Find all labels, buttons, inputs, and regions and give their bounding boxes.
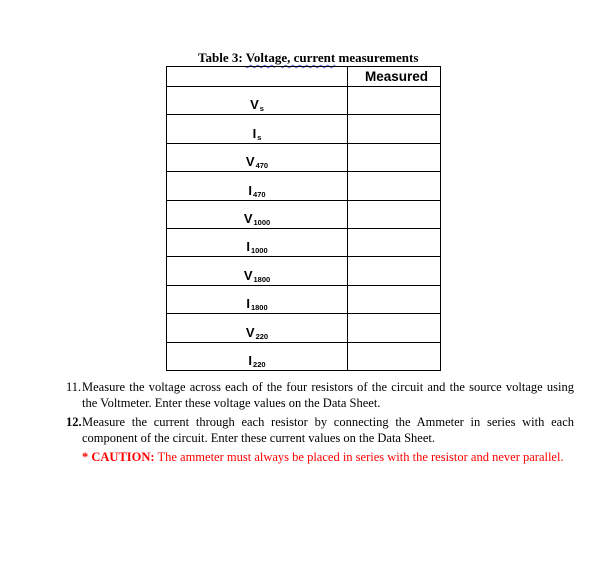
caution-text: The ammeter must always be placed in series with the resistor and never parallel. xyxy=(154,450,564,464)
quantity-symbol: I xyxy=(246,239,250,255)
measured-value-cell[interactable] xyxy=(348,200,441,228)
measurement-table xyxy=(166,66,441,371)
quantity-subscript: 220 xyxy=(253,359,266,369)
instructions xyxy=(66,380,574,466)
step-number: 12. xyxy=(66,415,82,429)
table-title-underlined: Voltage, current xyxy=(245,50,336,65)
step-text: Measure the voltage across each of the four resistors of the circuit and the source voltage using the Voltmeter. Enter these voltage values on the Data Sheet. xyxy=(82,380,574,410)
table-title xyxy=(198,50,418,66)
table-header-row xyxy=(167,67,441,87)
quantity-symbol: V xyxy=(245,324,255,340)
quantity-label xyxy=(167,257,348,285)
header-measured: Measured xyxy=(348,67,441,87)
quantity-subscript: 1000 xyxy=(250,246,268,256)
quantity-symbol: I xyxy=(252,125,257,141)
table-row xyxy=(167,200,441,228)
table-row xyxy=(167,342,441,370)
quantity-symbol: I xyxy=(248,352,253,368)
quantity-label xyxy=(167,115,348,143)
table-title-suffix: measurements xyxy=(335,50,419,65)
quantity-label xyxy=(167,228,348,256)
measured-value-cell[interactable] xyxy=(348,314,441,342)
quantity-symbol: V xyxy=(245,154,255,170)
table-row xyxy=(167,115,441,143)
measured-value-cell[interactable] xyxy=(348,172,441,200)
quantity-subscript: 220 xyxy=(255,331,269,341)
quantity-subscript: s xyxy=(259,104,264,114)
instruction-step xyxy=(66,380,574,411)
step-number: 11. xyxy=(66,380,82,394)
table-row xyxy=(167,314,441,342)
measured-value-cell[interactable] xyxy=(348,115,441,143)
measured-value-cell[interactable] xyxy=(348,285,441,313)
quantity-subscript: s xyxy=(257,132,262,142)
measured-value-cell[interactable] xyxy=(348,228,441,256)
quantity-symbol: V xyxy=(243,267,253,283)
measured-value-cell[interactable] xyxy=(348,342,441,370)
quantity-subscript: 1000 xyxy=(253,217,271,227)
quantity-label xyxy=(167,172,348,200)
caution-note xyxy=(66,450,574,466)
quantity-label xyxy=(167,200,348,228)
measured-value-cell[interactable] xyxy=(348,143,441,171)
measured-value-cell[interactable] xyxy=(348,257,441,285)
table-row xyxy=(167,172,441,200)
quantity-subscript: 470 xyxy=(253,189,266,199)
quantity-symbol: I xyxy=(248,182,253,198)
measured-value-cell[interactable] xyxy=(348,87,441,115)
quantity-symbol: I xyxy=(246,296,250,312)
quantity-symbol: V xyxy=(250,97,259,113)
table-row xyxy=(167,257,441,285)
table-row xyxy=(167,143,441,171)
instruction-step xyxy=(66,415,574,446)
quantity-label xyxy=(167,342,348,370)
table-row xyxy=(167,228,441,256)
quantity-label xyxy=(167,87,348,115)
table-row xyxy=(167,285,441,313)
quantity-label xyxy=(167,314,348,342)
table-title-prefix: Table 3: xyxy=(198,50,246,65)
quantity-subscript: 1800 xyxy=(250,303,268,313)
quantity-label xyxy=(167,143,348,171)
table-row xyxy=(167,87,441,115)
quantity-symbol: V xyxy=(243,210,253,226)
step-text: Measure the current through each resistor by connecting the Ammeter in series with each component of the circuit. Enter these current values on the Data Sheet. xyxy=(82,415,574,445)
quantity-label xyxy=(167,285,348,313)
header-label-cell xyxy=(167,67,348,87)
caution-lead: * CAUTION: xyxy=(82,450,155,464)
quantity-subscript: 470 xyxy=(255,161,269,171)
quantity-subscript: 1800 xyxy=(253,274,271,284)
